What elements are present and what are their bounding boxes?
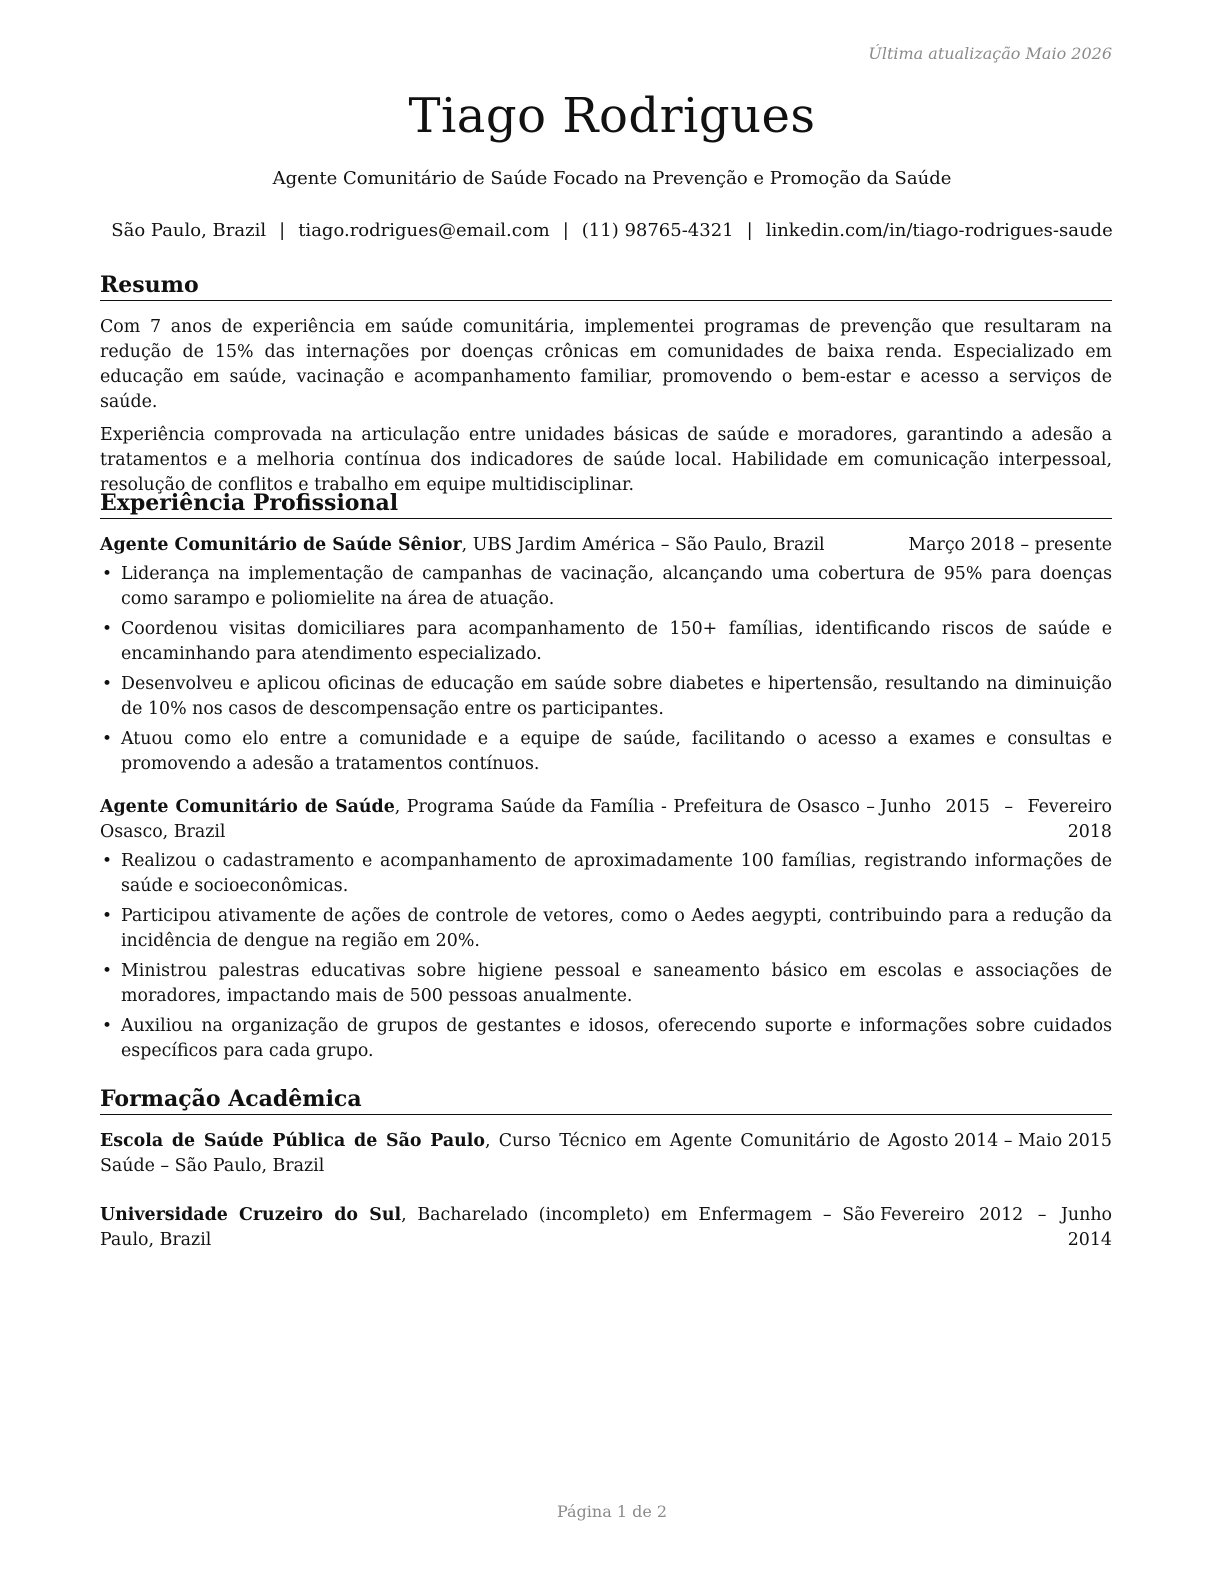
separator: | — [746, 220, 753, 241]
job-dates: Março 2018 – presente — [908, 535, 1112, 555]
contact-line — [0, 220, 1224, 241]
job-role: Agente Comunitário de Saúde Sênior — [100, 535, 462, 555]
job-bullets — [100, 562, 1112, 777]
page-number: Página 1 de 2 — [556, 1502, 668, 1521]
list-item: • Realizou o cadastramento e acompanhamento de aproximadamente 100 famílias, registrando informações de saúde e socioeconômicas. — [100, 849, 1112, 899]
contact-phone: (11) 98765-4321 — [581, 220, 734, 241]
job-header — [100, 795, 1112, 845]
contact-email[interactable]: tiago.rodrigues@email.com — [298, 220, 550, 241]
headline: Agente Comunitário de Saúde Focado na Prevenção e Promoção da Saúde — [272, 168, 952, 189]
summary-paragraph: Experiência comprovada na articulação entre unidades básicas de saúde e moradores, garantindo a adesão a tratamentos e a melhoria contínua dos indicadores de saúde local. Habilidade em comunicação interpessoal, resolução de conflitos e trabalho em equipe multidisciplinar. — [100, 425, 1112, 495]
list-item: • Liderança na implementação de campanhas de vacinação, alcançando uma cobertura de 95% para doenças como sarampo e poliomielite na área de atuação. — [100, 562, 1112, 612]
experience-section — [100, 488, 1112, 1069]
education-dates: Agosto 2014 – Maio 2015 — [887, 1131, 1112, 1151]
education-school: Escola de Saúde Pública de São Paulo — [100, 1131, 485, 1151]
separator: | — [562, 220, 569, 241]
education-title-line — [100, 1203, 875, 1253]
last-updated: Última atualização Maio 2026 — [868, 44, 1112, 63]
list-item: • Coordenou visitas domiciliares para acompanhamento de 150+ famílias, identificando riscos de saúde e encaminhando para atendimento especializado. — [100, 617, 1112, 667]
job-bullets — [100, 849, 1112, 1064]
education-dates: Fevereiro 2012 – Junho 2014 — [880, 1205, 1112, 1250]
job-org: , Programa Saúde da Família - Prefeitura de Osasco – Osasco, Brazil — [100, 797, 875, 842]
job-header — [100, 533, 1112, 558]
section-title-experience: Experiência Profissional — [100, 488, 1112, 519]
section-title-summary: Resumo — [100, 270, 1112, 301]
education-title-line — [100, 1129, 880, 1179]
list-item: • Ministrou palestras educativas sobre higiene pessoal e saneamento básico em escolas e associações de moradores, impactando mais de 500 pessoas anualmente. — [100, 959, 1112, 1009]
job-dates: Junho 2015 – Fevereiro 2018 — [880, 797, 1112, 842]
list-item: • Participou ativamente de ações de controle de vetores, como o Aedes aegypti, contribuindo para a redução da incidência de dengue na região em 20%. — [100, 904, 1112, 954]
candidate-name: Tiago Rodrigues — [408, 88, 816, 144]
job-entry — [100, 795, 1112, 1064]
job-entry — [100, 533, 1112, 777]
education-school: Universidade Cruzeiro do Sul — [100, 1205, 402, 1225]
education-entry — [100, 1129, 1112, 1179]
education-detail: , Curso Técnico em Agente Comunitário de Saúde – São Paulo, Brazil — [100, 1131, 881, 1176]
job-org: , UBS Jardim América – São Paulo, Brazil — [461, 535, 825, 555]
contact-location: São Paulo, Brazil — [111, 220, 267, 241]
list-item: • Auxiliou na organização de grupos de gestantes e idosos, oferecendo suporte e informações sobre cuidados específicos para cada grupo. — [100, 1014, 1112, 1064]
list-item: • Desenvolveu e aplicou oficinas de educação em saúde sobre diabetes e hipertensão, resultando na diminuição de 10% nos casos de descompensação entre os participantes. — [100, 672, 1112, 722]
job-title-line — [100, 533, 825, 558]
summary-section — [100, 270, 1112, 498]
summary-paragraph: Com 7 anos de experiência em saúde comunitária, implementei programas de prevenção que resultaram na redução de 15% das internações por doenças crônicas em comunidades de baixa renda. Especializado em educação em saúde, vacinação e acompanhamento familiar, promovendo o bem-estar e acesso a serviços de saúde. — [100, 317, 1112, 412]
education-detail: , Bacharelado (incompleto) em Enfermagem – São Paulo, Brazil — [100, 1205, 875, 1250]
job-role: Agente Comunitário de Saúde — [100, 797, 395, 817]
job-title-line — [100, 795, 875, 845]
separator: | — [279, 220, 286, 241]
section-title-education: Formação Acadêmica — [100, 1084, 1112, 1115]
list-item: • Atuou como elo entre a comunidade e a equipe de saúde, facilitando o acesso a exames e consultas e promovendo a adesão a tratamentos contínuos. — [100, 727, 1112, 777]
education-entry — [100, 1203, 1112, 1253]
contact-linkedin[interactable]: linkedin.com/in/tiago-rodrigues-saude — [765, 220, 1113, 241]
education-section — [100, 1084, 1112, 1253]
